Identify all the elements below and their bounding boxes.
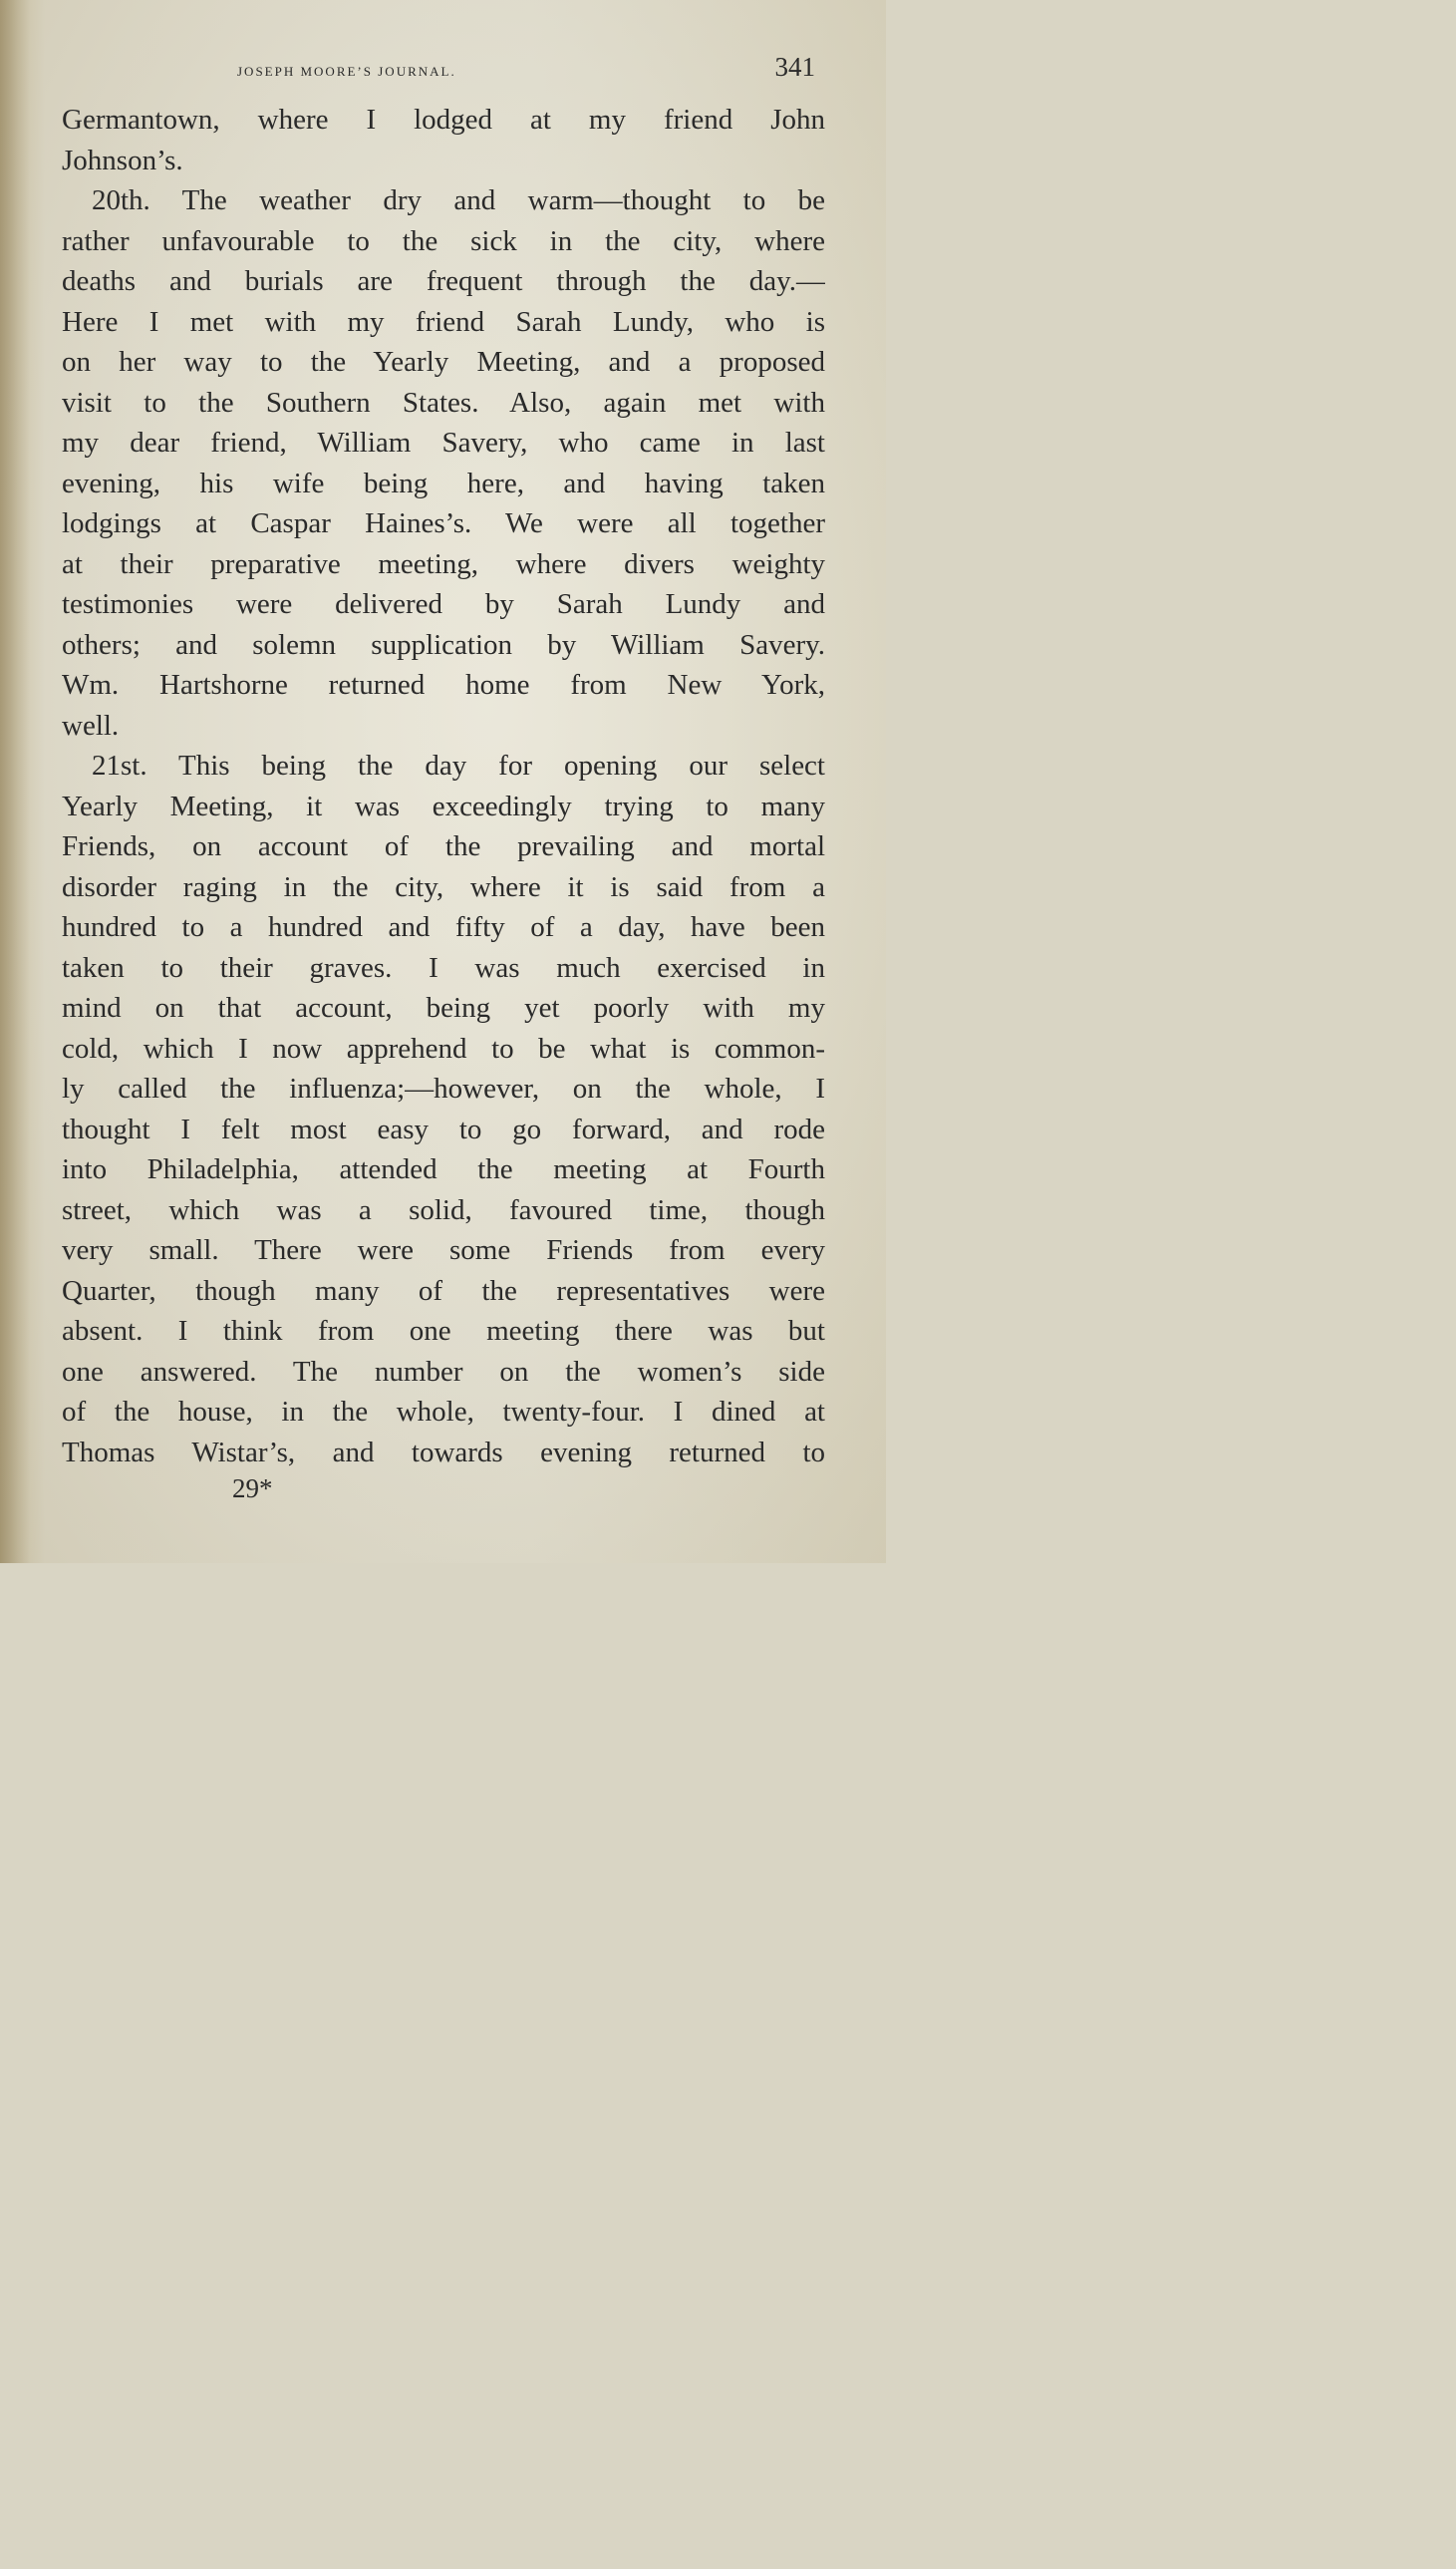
running-head: joseph moore’s journal.	[237, 60, 456, 81]
text-line: visit to the Southern States. Also, again met with	[62, 386, 825, 419]
text-line: into Philadelphia, attended the meeting at Fourth	[62, 1153, 825, 1185]
text-line: at their preparative meeting, where divers weighty	[62, 547, 825, 580]
page-header	[60, 52, 815, 92]
text-line: disorder raging in the city, where it is said from a	[62, 870, 825, 903]
text-line: well.	[62, 709, 120, 742]
text-line: one answered. The number on the women’s side	[62, 1355, 825, 1388]
text-line: Johnson’s.	[62, 144, 183, 176]
signature-mark: 29*	[232, 1473, 273, 1503]
text-line: taken to their graves. I was much exercised in	[62, 951, 825, 984]
text-line: street, which was a solid, favoured time, though	[62, 1193, 825, 1226]
text-line: deaths and burials are frequent through the day.—	[62, 265, 825, 297]
text-line: absent. I think from one meeting there was but	[62, 1315, 825, 1347]
text-line: evening, his wife being here, and having taken	[62, 467, 825, 499]
text-line: Friends, on account of the prevailing and mortal	[62, 830, 825, 862]
page-number: 341	[774, 52, 815, 82]
text-line: Germantown, where I lodged at my friend John	[62, 104, 825, 136]
text-line: lodgings at Caspar Haines’s. We were all together	[62, 507, 825, 539]
text-line: my dear friend, William Savery, who came in last	[62, 427, 825, 459]
text-line: Here I met with my friend Sarah Lundy, who is	[62, 305, 825, 338]
text-line: 21st. This being the day for opening our select	[92, 750, 825, 782]
text-line: 20th. The weather dry and warm—thought to be	[92, 184, 825, 216]
book-page	[0, 0, 886, 1563]
text-line: Quarter, though many of the representatives were	[62, 1274, 825, 1307]
text-line: cold, which I now apprehend to be what is common-	[62, 1032, 825, 1065]
text-line: mind on that account, being yet poorly with my	[62, 992, 825, 1024]
text-line: thought I felt most easy to go forward, and rode	[62, 1113, 825, 1145]
text-line: others; and solemn supplication by William Savery.	[62, 628, 825, 661]
journal-text	[62, 100, 825, 1472]
text-line: on her way to the Yearly Meeting, and a proposed	[62, 346, 825, 378]
text-line: Thomas Wistar’s, and towards evening returned to	[62, 1436, 825, 1468]
text-line: very small. There were some Friends from every	[62, 1234, 825, 1266]
text-line: ly called the influenza;—however, on the whole, I	[62, 1073, 825, 1105]
text-line: Yearly Meeting, it was exceedingly trying to many	[62, 790, 825, 822]
text-line: Wm. Hartshorne returned home from New York,	[62, 669, 825, 701]
text-line: of the house, in the whole, twenty-four. I dined at	[62, 1396, 825, 1428]
spine-shadow	[0, 0, 30, 1563]
text-line: hundred to a hundred and fifty of a day, have been	[62, 911, 825, 943]
text-line: rather unfavourable to the sick in the city, where	[62, 224, 825, 257]
text-line: testimonies were delivered by Sarah Lundy and	[62, 588, 825, 620]
